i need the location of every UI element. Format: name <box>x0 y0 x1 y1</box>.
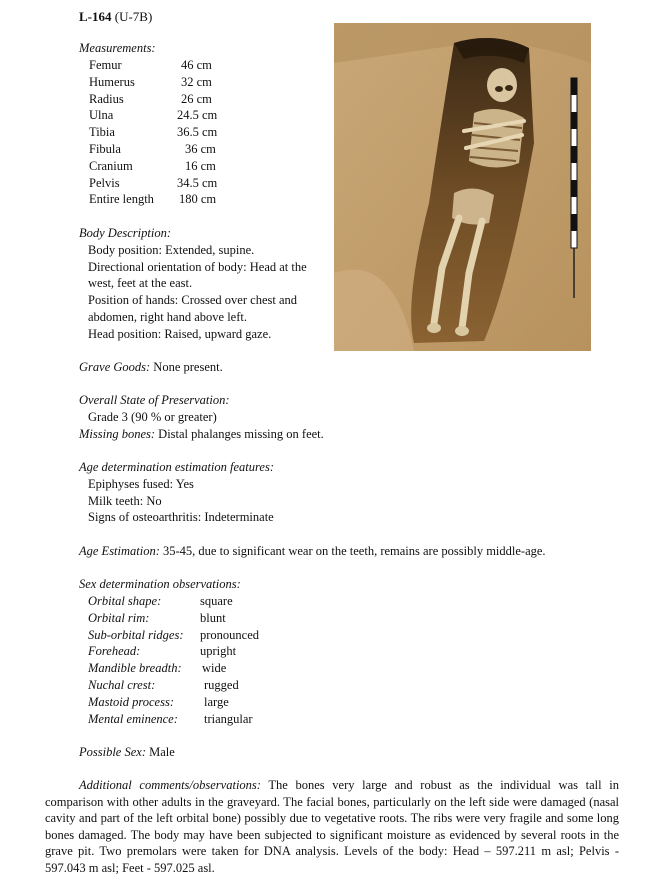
measurement-row <box>89 124 249 141</box>
body-description-line: Directional orientation of body: Head at the <box>88 259 307 274</box>
measurement-value: 46 cm <box>181 58 212 72</box>
measurement-label: Pelvis <box>89 175 120 190</box>
age-feature-line: Milk teeth: No <box>88 493 162 508</box>
measurement-value: 16 cm <box>185 158 216 173</box>
measurement-value: 24.5 cm <box>177 108 218 123</box>
comments-text: The bones very large and robust as the individual was tall in comparison with other adults in the graveyard. The facial bones, particularly on the left side were damaged (nasal cavity and part of the left orbital bone) possibly due to vegetative roots. The ribs were very fragile and some long bones damaged. The body may have been subjected to significant moisture as evidenced by several roots in the grave pit. Two premolars were taken for DNA analysis. Levels of the body: Head – 597.211 m asl; Pelvis - 597.043 m asl; Feet - 597.025 asl. <box>45 778 619 875</box>
sex-observation-value: large <box>204 694 229 709</box>
page-title <box>79 9 152 26</box>
sex-observation-value: pronounced <box>200 627 260 642</box>
missing-bones-label: Missing bones: <box>79 426 156 441</box>
measurement-value: 34.5 cm <box>177 175 218 190</box>
measurement-row <box>89 57 249 74</box>
body-description-lines <box>79 242 307 343</box>
sex-observation-label: Mental eminence: <box>88 711 178 726</box>
age-feature-line: Epiphyses fused: Yes <box>88 476 194 491</box>
sex-observation-value: rugged <box>204 678 239 692</box>
sex-observation-label: Forehead: <box>88 644 141 659</box>
sex-observation-label: Nuchal crest: <box>88 678 156 692</box>
sex-observation-label: Mastoid process: <box>88 694 174 709</box>
body-description-line: Body position: Extended, supine. <box>88 242 255 257</box>
sex-observation-value: upright <box>200 644 237 659</box>
possible-sex-value: Male <box>146 745 175 759</box>
measurement-row <box>89 91 249 108</box>
measurement-label: Entire length <box>89 192 154 207</box>
measurement-value: 180 cm <box>179 192 217 207</box>
comments-label: Additional comments/observations: <box>79 778 261 792</box>
measurement-label: Femur <box>89 58 122 72</box>
body-description-line: west, feet at the east. <box>88 276 193 291</box>
preservation-grade: Grade 3 (90 % or greater) <box>88 409 217 424</box>
preservation-heading: Overall State of Preservation: <box>79 393 230 407</box>
burial-id: L-164 <box>79 9 112 24</box>
measurement-label: Humerus <box>89 74 135 89</box>
measurement-label: Ulna <box>89 108 114 123</box>
sex-observation-row <box>88 677 288 694</box>
age-features-heading: Age determination estimation features: <box>79 460 274 474</box>
body-description-heading: Body Description: <box>79 226 171 240</box>
skeleton-in-grave-image <box>334 23 591 351</box>
age-features-lines <box>79 476 274 526</box>
age-estimation-value: 35-45, due to significant wear on the teeth, remains are possibly middle-age. <box>159 544 546 558</box>
measurement-label: Fibula <box>89 142 121 156</box>
measurement-label: Tibia <box>89 125 115 140</box>
measurement-row <box>89 74 249 91</box>
sex-observation-value: wide <box>202 661 227 676</box>
preservation-section <box>79 392 324 442</box>
measurement-value: 36.5 cm <box>177 125 218 140</box>
sex-observation-value: triangular <box>204 711 253 726</box>
body-description-line: Head position: Raised, upward gaze. <box>88 326 272 341</box>
age-feature-line: Signs of osteoarthritis: Indeterminate <box>88 510 274 525</box>
grave-goods-label: Grave Goods: <box>79 360 151 374</box>
measurement-row <box>89 141 249 158</box>
grave-photo <box>334 23 591 351</box>
measurement-row <box>89 191 249 208</box>
sex-observation-row <box>88 694 288 711</box>
sex-observation-row <box>88 660 288 677</box>
sex-observation-row <box>88 610 288 627</box>
sex-observation-label: Sub-orbital ridges: <box>88 627 184 642</box>
sex-observation-row <box>88 627 288 644</box>
body-description <box>79 225 307 343</box>
age-estimation-label: Age Estimation: <box>79 544 160 558</box>
measurement-label: Cranium <box>89 158 133 173</box>
age-estimation <box>79 543 546 560</box>
body-description-line: abdomen, right hand above left. <box>88 309 247 324</box>
possible-sex <box>79 744 175 761</box>
sex-observation-row <box>88 643 288 660</box>
sex-observation-label: Orbital shape: <box>88 594 162 608</box>
sex-observation-value: blunt <box>200 610 226 625</box>
measurement-value: 36 cm <box>185 142 216 156</box>
measurement-value: 26 cm <box>181 91 212 106</box>
possible-sex-label: Possible Sex: <box>79 745 146 759</box>
sex-observation-row <box>88 593 288 610</box>
grave-goods-value: None present. <box>150 360 223 374</box>
grave-goods <box>79 359 223 376</box>
measurement-row <box>89 158 249 175</box>
burial-subid: (U-7B) <box>114 9 153 24</box>
sex-observation-row <box>88 711 288 728</box>
body-description-line: Position of hands: Crossed over chest and <box>88 293 298 308</box>
sex-observations-heading: Sex determination observations: <box>79 577 241 591</box>
missing-bones-value: Distal phalanges missing on feet. <box>155 426 324 441</box>
measurement-value: 32 cm <box>181 74 212 89</box>
sex-observation-label: Mandible breadth: <box>88 661 182 676</box>
age-features-section <box>79 459 274 526</box>
additional-comments <box>45 777 619 877</box>
measurement-row <box>89 107 249 124</box>
measurement-label: Radius <box>89 91 124 106</box>
measurements-heading: Measurements: <box>79 41 156 55</box>
sex-observation-value: square <box>200 594 233 608</box>
sex-observation-label: Orbital rim: <box>88 610 150 625</box>
sex-observations-section <box>79 576 241 593</box>
measurement-row <box>89 175 249 192</box>
